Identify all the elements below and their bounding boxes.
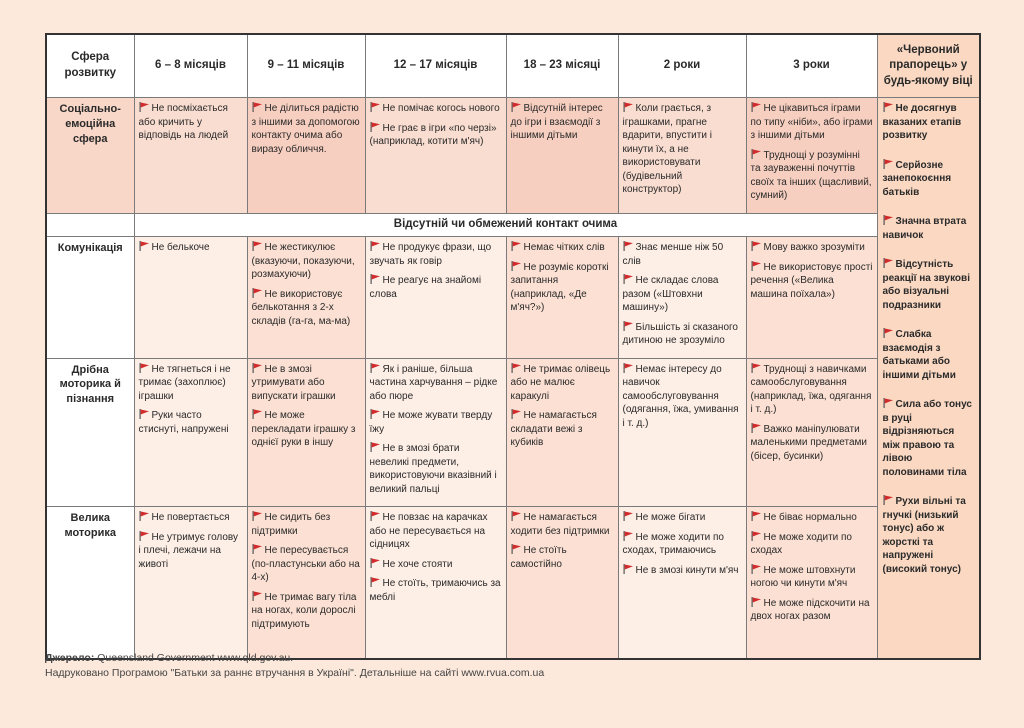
header-domain: Сфера розвитку (46, 34, 134, 98)
milestone-cell (746, 507, 877, 659)
red-flag-icon (139, 409, 150, 419)
red-flag-icon (623, 363, 634, 373)
red-flag-item (883, 215, 975, 242)
red-flag-icon (623, 102, 634, 112)
milestone-cell (247, 358, 365, 507)
header-age-1: 6 – 8 місяців (134, 34, 247, 98)
red-flag-icon (252, 102, 263, 112)
red-flag-icon (511, 241, 522, 251)
red-flag-icon (883, 258, 894, 268)
red-flag-icon (751, 597, 762, 607)
milestone-cell (746, 98, 877, 214)
red-flag-item (751, 597, 873, 624)
red-flag-icon (883, 102, 894, 112)
header-age-2: 9 – 11 місяців (247, 34, 365, 98)
red-flag-icon (623, 274, 634, 284)
red-flag-item (623, 274, 742, 315)
red-flag-icon (751, 531, 762, 541)
red-flag-icon (883, 398, 894, 408)
red-flag-icon (511, 102, 522, 112)
red-flag-icon (370, 511, 381, 521)
red-flag-icon (883, 215, 894, 225)
red-flag-item (139, 102, 243, 143)
source-label: Джерело: (45, 652, 95, 664)
red-flag-text: Серйозне занепокоєння батьків (882, 159, 952, 198)
red-flag-item (370, 363, 502, 404)
red-flag-item (252, 288, 361, 329)
red-flag-item (252, 241, 361, 282)
eye-contact-blank (46, 214, 134, 237)
milestone-cell (618, 358, 746, 507)
red-flag-item (252, 511, 361, 538)
red-flag-item (252, 544, 361, 585)
red-flag-icon (370, 558, 381, 568)
red-flag-item (623, 321, 742, 348)
red-flag-icon (623, 241, 634, 251)
milestone-cell (247, 237, 365, 359)
red-flag-text: Знає менше ніж 50 слів (622, 242, 724, 267)
red-flag-item (511, 511, 614, 538)
red-flag-icon (511, 511, 522, 521)
red-flag-text: Немає чітких слів (523, 242, 605, 253)
red-flag-text: Більшість зі сказаного дитиною не зрозуміло (622, 321, 738, 346)
red-flag-text: Не розуміє короткі запитання (наприклад, «Де м'яч?») (510, 261, 609, 313)
red-flag-text: Не намагається ходити без підтримки (510, 512, 610, 537)
milestone-cell (618, 507, 746, 659)
red-flag-icon (511, 363, 522, 373)
red-flag-text: Не в змозі брати невеликі предмети, використовуючи вказівний і великий пальці (369, 443, 497, 495)
red-flag-text: Не сидить без підтримки (251, 512, 331, 537)
red-flag-text: Не в змозі кинути м'яч (635, 564, 739, 576)
red-flag-icon (883, 328, 894, 338)
red-flag-item (751, 531, 873, 558)
red-flag-text: Не використовує белькотання з 2-х складів (га-га, ма-ма) (251, 288, 351, 327)
domain-row (46, 358, 980, 507)
red-flag-icon (139, 511, 150, 521)
red-flag-item (511, 261, 614, 315)
red-flag-icon (751, 241, 762, 251)
red-flag-icon (623, 321, 634, 331)
red-flag-text: Не повзає на карачках або не пересувається на сідницях (369, 512, 488, 550)
red-flag-item (883, 398, 975, 479)
red-flag-item (139, 409, 243, 436)
red-flag-icon (883, 159, 894, 169)
milestone-cell (134, 507, 247, 659)
milestone-cell (365, 358, 506, 507)
red-flag-icon (370, 274, 381, 284)
red-flag-item (751, 423, 873, 464)
red-flag-item (751, 241, 873, 255)
red-flag-text: Не може штовхнути ногою чи кинути м'яч (750, 564, 856, 589)
red-flag-item (623, 511, 742, 525)
header-age-4: 18 – 23 місяці (506, 34, 618, 98)
red-flag-item (751, 564, 873, 591)
red-flag-item (751, 102, 873, 143)
red-flag-item (883, 159, 975, 200)
red-flag-text: Труднощі з навичками самообслуговування (наприклад, їжа, одягання і т. д.) (750, 363, 872, 415)
red-flag-text: Труднощі у розумінні та зауваженні почуттів своїх та інших (щасливий, сумний) (750, 149, 872, 201)
red-flag-icon (370, 409, 381, 419)
red-flag-text: Не тягнеться і не тримає (захоплює) іграшки (138, 363, 231, 402)
red-flag-icon (370, 122, 381, 132)
milestone-cell (506, 358, 618, 507)
red-flag-icon (751, 102, 762, 112)
red-flag-item (511, 102, 614, 143)
red-flag-icon (139, 241, 150, 251)
red-flag-text: Не помічає когось нового (382, 103, 500, 114)
source-text: Queensland Government www.qld.gov.au. (94, 652, 294, 664)
red-flag-item (623, 531, 742, 558)
printed-by-line: Надруковано Програмою "Батьки за раннє втручання в Україні". Детальніше на сайті www.rvua.com.ua (45, 667, 545, 680)
milestone-cell (746, 358, 877, 507)
red-flag-text: Не продукує фрази, що звучать як говір (369, 242, 492, 267)
red-flag-text: Руки часто стиснуті, напружені (138, 410, 229, 435)
red-flag-text: Не посміхається або кричить у відповідь на людей (138, 103, 229, 141)
red-flag-item (370, 442, 502, 496)
header-red-flag-any-age: «Червоний прапорець» у будь-якому віці (877, 34, 980, 98)
eye-contact-row (46, 214, 980, 237)
red-flag-item (139, 531, 243, 572)
red-flag-text: Не утримує голову і плечі, лежачи на животі (138, 531, 239, 570)
milestones-table-wrapper (45, 33, 979, 645)
red-flag-text: Важко маніпулювати маленькими предметами (бісер, бусинки) (750, 423, 868, 462)
domain-row (46, 507, 980, 659)
red-flag-item (751, 261, 873, 302)
domain-row (46, 237, 980, 359)
domain-label: Дрібна моторика й пізнання (46, 358, 134, 507)
red-flag-item (370, 241, 502, 268)
red-flag-icon (252, 409, 263, 419)
red-flag-text: Не цікавиться іграми по типу «ніби», або іграми з іншими дітьми (750, 103, 873, 141)
milestone-cell (506, 237, 618, 359)
red-flag-item (623, 564, 742, 578)
red-flag-item (370, 558, 502, 572)
red-flag-text: Не може ходити по сходах, тримаючись (622, 531, 724, 556)
red-flag-icon (751, 423, 762, 433)
red-flag-item (883, 495, 975, 576)
red-flag-text: Не може перекладати іграшку з однієї руки в іншу (251, 410, 356, 448)
footer (45, 651, 544, 681)
red-flag-text: Не стоїть, тримаючись за меблі (369, 578, 501, 603)
red-flag-icon (139, 531, 150, 541)
red-flag-text: Значна втрата навичок (882, 216, 967, 241)
red-flag-text: Слабка взаємодія з батьками або іншими дітьми (882, 329, 956, 381)
milestone-cell (134, 98, 247, 214)
domain-label: Велика моторика (46, 507, 134, 659)
red-flag-item (139, 511, 243, 525)
red-flag-icon (511, 544, 522, 554)
domain-label: Соціально-емоційна сфера (46, 98, 134, 214)
red-flag-text: Рухи вільні та гнучкі (низький тонус) або ж жорсткі та напружені (високий тонус) (882, 496, 966, 575)
red-flag-icon (883, 495, 894, 505)
red-flag-icon (751, 261, 762, 271)
red-flag-item (370, 577, 502, 604)
red-flag-item (511, 409, 614, 450)
header-age-6: 3 роки (746, 34, 877, 98)
milestone-cell (506, 98, 618, 214)
red-flag-item (511, 363, 614, 404)
red-flag-icon (511, 409, 522, 419)
red-flag-item (252, 591, 361, 632)
eye-contact-note: Відсутній чи обмежений контакт очима (134, 214, 877, 237)
red-flag-icon (252, 591, 263, 601)
milestone-cell (618, 98, 746, 214)
milestone-cell (247, 98, 365, 214)
red-flag-text: Не складає слова разом («Штовхни машину») (622, 275, 719, 313)
red-flag-text: Не грає в ігри «по черзі» (наприклад, котити м'яч) (369, 122, 497, 147)
red-flag-icon (252, 241, 263, 251)
red-flag-icon (370, 363, 381, 373)
milestone-cell (134, 237, 247, 359)
red-flag-text: Відсутній інтерес до ігри і взаємодії з іншими дітьми (510, 103, 603, 141)
milestone-cell (365, 98, 506, 214)
milestone-cell (746, 237, 877, 359)
red-flag-item (883, 258, 975, 312)
red-flag-item (511, 241, 614, 255)
red-flag-item (252, 102, 361, 156)
domain-row (46, 98, 980, 214)
domain-label: Комунікація (46, 237, 134, 359)
red-flag-icon (623, 564, 634, 574)
milestone-cell (365, 507, 506, 659)
red-flag-icon (252, 288, 263, 298)
red-flag-item (139, 241, 243, 255)
red-flag-icon (370, 102, 381, 112)
red-flag-icon (370, 577, 381, 587)
red-flag-text: Не повертається (151, 512, 230, 523)
red-flag-icon (751, 149, 762, 159)
red-flag-icon (139, 363, 150, 373)
red-flag-text: Мову важко зрозуміти (763, 242, 865, 253)
red-flag-text: Не досягнув вказаних етапів розвитку (882, 103, 962, 141)
red-flag-item (751, 511, 873, 525)
red-flag-item (623, 241, 742, 268)
red-flag-any-age-list (877, 98, 980, 659)
red-flag-text: Коли грається, з іграшками, прагне вдарити, впустити і кинути їх, а не використовувати (будівельний конструктор) (622, 103, 712, 195)
header-row (46, 34, 980, 98)
red-flag-icon (252, 511, 263, 521)
milestone-cell (134, 358, 247, 507)
header-age-5: 2 роки (618, 34, 746, 98)
red-flag-item (370, 122, 502, 149)
red-flag-item (139, 363, 243, 404)
red-flag-text: Не намагається складати вежі з кубиків (510, 410, 597, 448)
source-line (45, 651, 544, 666)
red-flag-item (370, 409, 502, 436)
red-flag-item (370, 511, 502, 552)
red-flag-text: Сила або тонус в руці відрізняються між правою та лівою половинами тіла (882, 399, 972, 478)
red-flag-icon (751, 363, 762, 373)
red-flag-text: Як і раніше, більша частина харчування – рідке або пюре (369, 363, 498, 402)
red-flag-text: Не біває нормально (763, 512, 857, 523)
red-flag-text: Не белькоче (151, 242, 210, 253)
red-flag-text: Не реагує на знайомі слова (369, 275, 482, 300)
red-flag-icon (751, 511, 762, 521)
red-flag-icon (370, 241, 381, 251)
red-flag-text: Не може бігати (635, 512, 706, 523)
red-flag-item (623, 102, 742, 197)
red-flag-text: Не тримає олівець або не малює каракулі (510, 363, 611, 402)
red-flag-text: Не жестикулює (вказуючи, показуючи, розмахуючи) (251, 242, 355, 280)
milestone-cell (618, 237, 746, 359)
red-flag-item (370, 274, 502, 301)
red-flag-item (751, 363, 873, 417)
red-flag-item (883, 102, 975, 143)
red-flag-text: Відсутність реакції на звукові або візуальні подразники (882, 259, 970, 311)
header-age-3: 12 – 17 місяців (365, 34, 506, 98)
red-flag-item (511, 544, 614, 571)
red-flag-item (751, 149, 873, 203)
milestone-cell (365, 237, 506, 359)
red-flag-text: Не пересувається (по-пластунськи або на 4-х) (251, 545, 360, 583)
red-flag-text: Не може жувати тверду їжу (369, 410, 493, 435)
red-flag-item (252, 363, 361, 404)
red-flag-text: Не стоїть самостійно (510, 545, 567, 570)
red-flag-icon (370, 442, 381, 452)
red-flag-text: Не може ходити по сходах (750, 531, 852, 556)
red-flag-item (623, 363, 742, 431)
red-flag-icon (252, 544, 263, 554)
red-flag-text: Не тримає вагу тіла на ногах, коли дорослі підтримують (251, 591, 357, 630)
red-flag-icon (139, 102, 150, 112)
red-flag-text: Не ділиться радістю з іншими за допомогою контакту очима або виразу обличчя. (251, 103, 360, 155)
red-flag-text: Не може підскочити на двох ногах разом (750, 597, 870, 622)
red-flag-icon (511, 261, 522, 271)
red-flag-text: Не в змозі утримувати або випускати іграшки (251, 363, 336, 402)
red-flag-text: Немає інтересу до навичок самообслуговування (одягання, їжа, умивання і т. д.) (622, 363, 739, 429)
red-flag-item (370, 102, 502, 116)
red-flag-text: Не використовує прості речення («Велика машина поїхала») (750, 261, 873, 300)
red-flag-icon (623, 531, 634, 541)
red-flag-text: Не хоче стояти (382, 558, 453, 570)
milestone-cell (247, 507, 365, 659)
red-flag-item (252, 409, 361, 450)
red-flag-icon (751, 564, 762, 574)
red-flag-icon (252, 363, 263, 373)
red-flag-icon (623, 511, 634, 521)
red-flag-item (883, 328, 975, 382)
milestones-table (45, 33, 981, 660)
milestone-cell (506, 507, 618, 659)
